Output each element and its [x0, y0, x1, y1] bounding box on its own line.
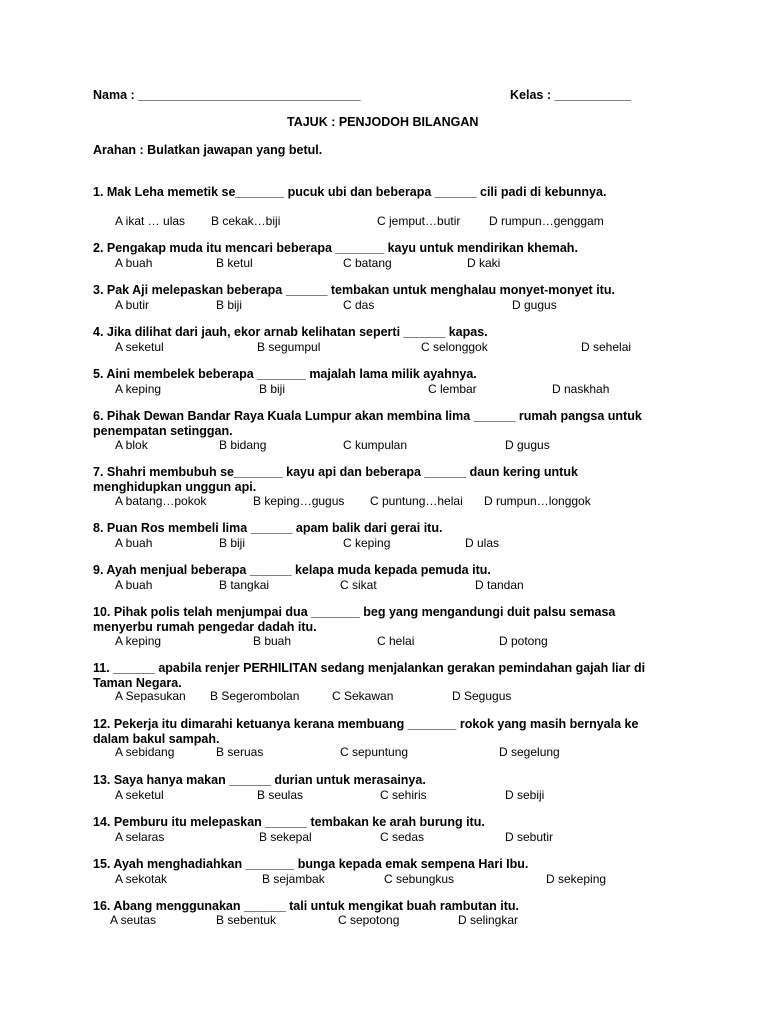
option-4a: A seketul — [115, 340, 164, 354]
option-15d: D sekeping — [546, 872, 607, 886]
question-16: 16. Abang menggunakan ______ tali untuk mengikat buah rambutan itu. — [93, 899, 520, 913]
option-9b: B tangkai — [219, 578, 270, 592]
option-3a: A butir — [115, 298, 150, 312]
question-1: 1. Mak Leha memetik se_______ pucuk ubi dan beberapa ______ cili padi di kebunnya. — [93, 185, 607, 199]
option-11c: C Sekawan — [332, 689, 394, 703]
option-1d: D rumpun…genggam — [489, 214, 604, 228]
option-13d: D sebiji — [505, 788, 545, 802]
question-7: 7. Shahri membubuh se_______ kayu api dan beberapa ______ daun kering untuk menghidupkan unggun api. — [93, 465, 578, 494]
question-15: 15. Ayah menghadiahkan _______ bunga kepada emak sempena Hari Ibu. — [93, 857, 529, 871]
question-8: 8. Puan Ros membeli lima ______ apam balik dari gerai itu. — [93, 521, 443, 535]
question-6: 6. Pihak Dewan Bandar Raya Kuala Lumpur akan membina lima ______ rumah pangsa untuk penempatan setinggan. — [93, 409, 642, 438]
option-11d: D Segugus — [452, 689, 512, 703]
option-15a: A sekotak — [115, 872, 168, 886]
option-4b: B segumpul — [257, 340, 321, 354]
option-9d: D tandan — [475, 578, 524, 592]
option-7a: A batang…pokok — [115, 494, 207, 508]
option-7c: C puntung…helai — [370, 494, 463, 508]
option-8b: B biji — [219, 536, 246, 550]
option-5a: A keping — [115, 382, 162, 396]
option-4d: D sehelai — [581, 340, 632, 354]
nama-field: Nama : ________________________________ — [93, 88, 361, 102]
option-7b: B keping…gugus — [253, 494, 345, 508]
option-10b: B buah — [253, 634, 292, 648]
option-11a: A Sepasukan — [115, 689, 186, 703]
option-6d: D gugus — [505, 438, 550, 452]
option-16a: A seutas — [110, 913, 157, 927]
option-15b: B sejambak — [262, 872, 325, 886]
question-14: 14. Pemburu itu melepaskan ______ tembakan ke arah burung itu. — [93, 815, 485, 829]
option-13b: B seulas — [257, 788, 304, 802]
option-8c: C keping — [343, 536, 391, 550]
question-11: 11. ______ apabila renjer PERHILITAN sedang menjalankan gerakan pemindahan gajah liar di Taman Negara. — [93, 661, 646, 690]
question-3: 3. Pak Aji melepaskan beberapa ______ tembakan untuk menghalau monyet-monyet itu. — [93, 283, 615, 297]
question-12: 12. Pekerja itu dimarahi ketuanya kerana membuang _______ rokok yang masih bernyala ke dalam bakul sampah. — [93, 717, 639, 746]
option-5c: C lembar — [428, 382, 477, 396]
instruction-text: Arahan : Bulatkan jawapan yang betul. — [93, 143, 323, 157]
option-16b: B sebentuk — [216, 913, 277, 927]
option-15c: C sebungkus — [384, 872, 455, 886]
option-10c: C helai — [377, 634, 415, 648]
option-14d: D sebutir — [505, 830, 554, 844]
option-2b: B ketul — [216, 256, 253, 270]
option-4c: C selonggok — [421, 340, 488, 354]
option-6a: A blok — [115, 438, 148, 452]
question-5: 5. Aini membelek beberapa _______ majalah lama milik ayahnya. — [93, 367, 477, 381]
option-16d: D selingkar — [458, 913, 519, 927]
option-13a: A seketul — [115, 788, 164, 802]
option-14a: A selaras — [115, 830, 165, 844]
option-12b: B seruas — [216, 745, 264, 759]
option-9a: A buah — [115, 578, 153, 592]
option-1a: A ikat … ulas — [115, 214, 186, 228]
question-4: 4. Jika dilihat dari jauh, ekor arnab kelihatan seperti ______ kapas. — [93, 325, 488, 339]
question-13: 13. Saya hanya makan ______ durian untuk merasainya. — [93, 773, 426, 787]
option-14c: C sedas — [380, 830, 425, 844]
option-3d: D gugus — [512, 298, 557, 312]
question-9: 9. Ayah menjual beberapa ______ kelapa muda kepada pemuda itu. — [93, 563, 491, 577]
option-8a: A buah — [115, 536, 153, 550]
question-10: 10. Pihak polis telah menjumpai dua _______ beg yang mengandungi duit palsu semasa menyerbu rumah pengedar dadah itu. — [93, 605, 616, 634]
option-13c: C sehiris — [380, 788, 427, 802]
option-10d: D potong — [499, 634, 548, 648]
option-2a: A buah — [115, 256, 153, 270]
option-2d: D kaki — [467, 256, 501, 270]
option-3b: B biji — [216, 298, 243, 312]
option-5d: D naskhah — [552, 382, 610, 396]
option-6c: C kumpulan — [343, 438, 408, 452]
option-2c: C batang — [343, 256, 392, 270]
question-2: 2. Pengakap muda itu mencari beberapa _______ kayu untuk mendirikan khemah. — [93, 241, 578, 255]
option-7d: D rumpun…longgok — [484, 494, 591, 508]
option-1b: B cekak…biji — [211, 214, 281, 228]
option-10a: A keping — [115, 634, 162, 648]
option-6b: B bidang — [219, 438, 267, 452]
option-8d: D ulas — [465, 536, 500, 550]
option-11b: B Segerombolan — [210, 689, 300, 703]
kelas-field: Kelas : ___________ — [510, 88, 631, 102]
option-16c: C sepotong — [338, 913, 400, 927]
option-12d: D segelung — [499, 745, 560, 759]
option-9c: C sikat — [340, 578, 377, 592]
option-5b: B biji — [259, 382, 286, 396]
option-14b: B sekepal — [259, 830, 312, 844]
option-1c: C jemput…butir — [377, 214, 461, 228]
page-title: TAJUK : PENJODOH BILANGAN — [287, 115, 479, 129]
option-3c: C das — [343, 298, 375, 312]
option-12c: C sepuntung — [340, 745, 409, 759]
option-12a: A sebidang — [115, 745, 175, 759]
